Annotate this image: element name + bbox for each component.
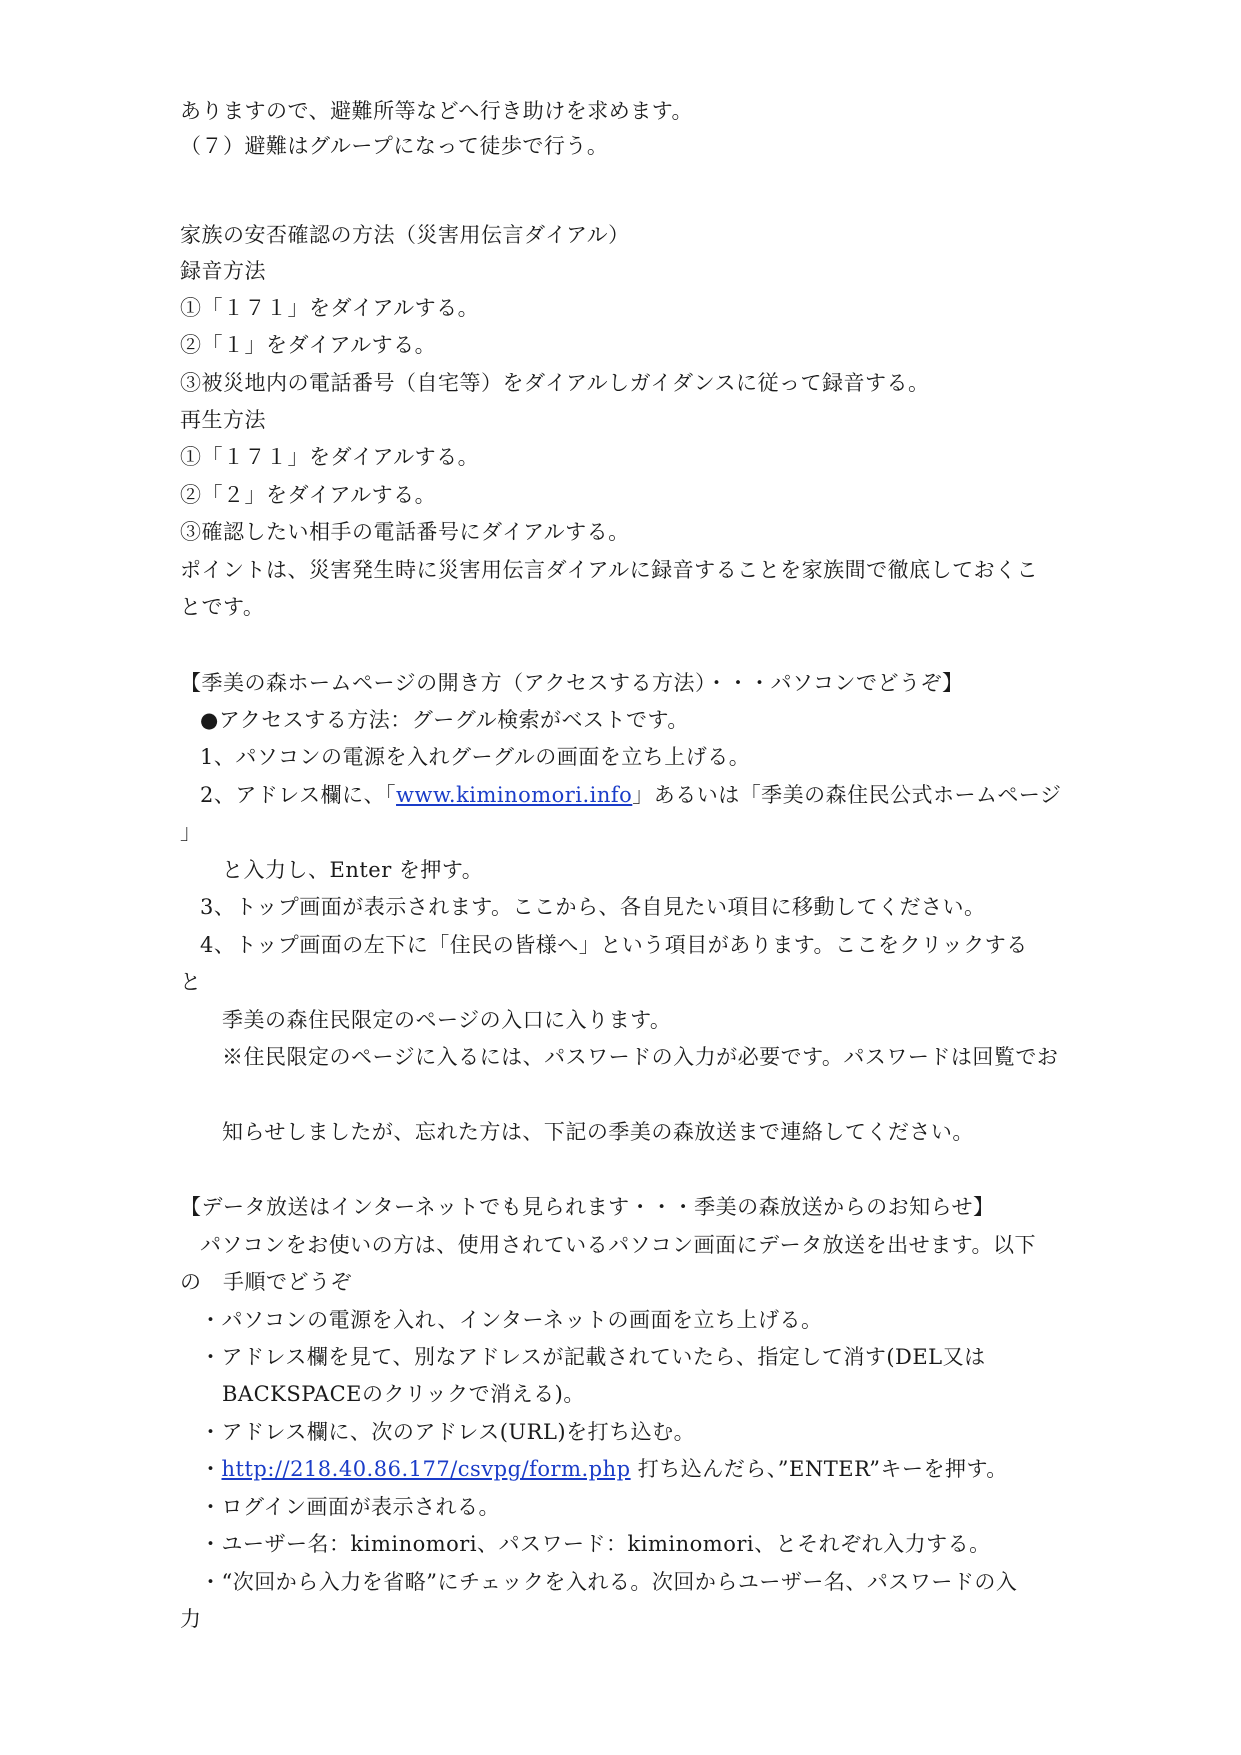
text-line: BACKSPACEのクリックで消える)。 bbox=[222, 1382, 585, 1406]
text-line: 知らせしましたが、忘れた方は、下記の季美の森放送まで連絡してください。 bbox=[222, 1120, 974, 1144]
text-fragment: 2、アドレス欄に、「 bbox=[200, 783, 397, 807]
text-line: 1、パソコンの電源を入れグーグルの画面を立ち上げる。 bbox=[200, 745, 751, 769]
text-line: ・ログイン画面が表示される。 bbox=[200, 1495, 500, 1519]
text-line: 4、トップ画面の左下に「住民の皆様へ」という項目があります。ここをクリックする bbox=[200, 933, 1028, 957]
text-line: ③被災地内の電話番号（自宅等）をダイアルしガイダンスに従って録音する。 bbox=[180, 371, 930, 395]
text-line: 」 bbox=[180, 820, 202, 844]
text-line: 季美の森住民限定のページの入口に入ります。 bbox=[222, 1008, 672, 1032]
text-fragment: ・ bbox=[200, 1457, 222, 1481]
text-line: と bbox=[180, 970, 202, 994]
text-line: とです。 bbox=[180, 595, 265, 619]
text-line: ・パソコンの電源を入れ、インターネットの画面を立ち上げる。 bbox=[200, 1308, 823, 1332]
text-fragment: 」あるいは「季美の森住民公式ホームページ bbox=[632, 783, 1062, 807]
subheading: 録音方法 bbox=[180, 259, 266, 283]
text-line: ポイントは、災害発生時に災害用伝言ダイアルに録音することを家族間で徹底しておくこ bbox=[180, 558, 1039, 582]
text-line: ・“次回から入力を省略”にチェックを入れる。次回からユーザー名、パスワードの入 bbox=[200, 1570, 1018, 1594]
text-line: 力 bbox=[180, 1607, 202, 1631]
text-line bbox=[200, 782, 1061, 808]
text-line: ③確認したい相手の電話番号にダイアルする。 bbox=[180, 520, 630, 544]
text-line: ※住民限定のページに入るには、パスワードの入力が必要です。パスワードは回覧でお bbox=[222, 1045, 1059, 1069]
text-line: （７）避難はグループになって徒歩で行う。 bbox=[180, 134, 609, 158]
text-fragment bbox=[631, 1457, 638, 1481]
subheading: 再生方法 bbox=[180, 408, 266, 432]
text-line: ・ユーザー名：kiminomori、パスワード：kiminomori、とそれぞれ入力する。 bbox=[200, 1532, 991, 1556]
text-line: ・アドレス欄に、次のアドレス(URL)を打ち込む。 bbox=[200, 1420, 696, 1444]
text-line: ②「２」をダイアルする。 bbox=[180, 483, 437, 507]
text-line: ②「１」をダイアルする。 bbox=[180, 333, 437, 357]
text-line: ①「１７１」をダイアルする。 bbox=[180, 296, 480, 320]
section-heading: 【データ放送はインターネットでも見られます・・・季美の森放送からのお知らせ】 bbox=[180, 1195, 995, 1219]
text-line: の 手順でどうぞ bbox=[180, 1270, 352, 1294]
homepage-link[interactable]: www.kiminomori.info bbox=[396, 783, 633, 807]
text-line: 3、トップ画面が表示されます。ここから、各自見たい項目に移動してください。 bbox=[200, 895, 986, 919]
section-heading: 家族の安否確認の方法（災害用伝言ダイアル） bbox=[180, 223, 630, 247]
text-fragment: 打ち込んだら、”ENTER”キーを押す。 bbox=[637, 1457, 1008, 1481]
text-line: ・アドレス欄を見て、別なアドレスが記載されていたら、指定して消す(DEL又は bbox=[200, 1345, 986, 1369]
text-line: パソコンをお使いの方は、使用されているパソコン画面にデータ放送を出せます。以下 bbox=[200, 1233, 1036, 1257]
text-line bbox=[200, 1456, 1008, 1482]
text-line: と入力し、Enter を押す。 bbox=[222, 858, 484, 882]
text-line: ①「１７１」をダイアルする。 bbox=[180, 445, 480, 469]
text-line: ●アクセスする方法：グーグル検索がベストです。 bbox=[200, 708, 689, 732]
text-line: ありますので、避難所等などへ行き助けを求めます。 bbox=[180, 99, 694, 123]
data-broadcast-link[interactable]: http://218.40.86.177/csvpg/form.php bbox=[221, 1457, 631, 1481]
section-heading: 【季美の森ホームページの開き方（アクセスする方法）・・・パソコンでどうぞ】 bbox=[180, 671, 964, 695]
